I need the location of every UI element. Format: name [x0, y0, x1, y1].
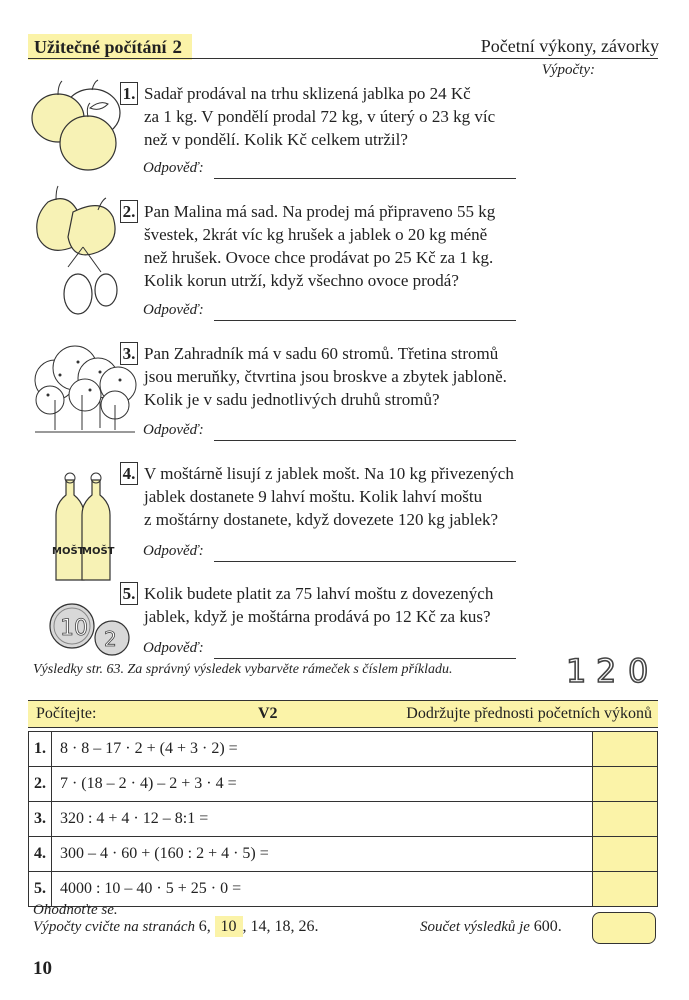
problem-line: za 1 kg. V pondělí prodal 72 kg, v úterý o 23 kg víc: [144, 107, 496, 126]
answer-label: Odpověď:: [143, 422, 204, 438]
row-expression: 300 – 4 · 60 + (160 : 2 + 4 · 5) =: [51, 837, 592, 872]
exercise-header-right: Dodržujte přednosti početních výkonů: [406, 705, 652, 722]
problem-text: [144, 200, 564, 292]
row-expression: 8 · 8 – 17 · 2 + (4 + 3 · 2) =: [51, 732, 592, 767]
problem-line: V moštárně lisují z jablek mošt. Na 10 kg přivezených: [144, 464, 514, 483]
results-note: Výsledky str. 63. Za správný výsledek vybarvěte rámeček s číslem příkladu.: [33, 662, 453, 677]
answer-line[interactable]: [214, 320, 516, 321]
row-number: 1.: [29, 732, 52, 767]
answer-line[interactable]: [214, 440, 516, 441]
section-title: [28, 34, 192, 60]
problem-2: [120, 200, 496, 290]
score-digit-3[interactable]: 0: [628, 652, 651, 690]
table-row: [29, 767, 658, 802]
calculations-label: Výpočty:: [541, 62, 595, 78]
cider-bottles-illustration: [48, 470, 118, 590]
score-digit-1[interactable]: 1: [566, 652, 589, 690]
table-row: [29, 802, 658, 837]
problem-line: Kolik korun utrží, když všechno ovoce prodá?: [144, 271, 459, 290]
table-row: [29, 837, 658, 872]
section-title-text: Užitečné počítání: [34, 37, 167, 57]
coins-illustration: [48, 598, 133, 658]
result-box[interactable]: [593, 872, 658, 907]
problem-number: 3.: [120, 342, 138, 365]
problem-line: jablek dostanete 9 lahví moštu. Kolik lahví moštu: [144, 487, 483, 506]
result-box[interactable]: [593, 837, 658, 872]
problem-4: [120, 462, 514, 529]
evaluate-note: Ohodnoťte se.: [33, 902, 118, 918]
row-number: 2.: [29, 767, 52, 802]
row-number: 4.: [29, 837, 52, 872]
problem-text: [144, 342, 574, 411]
section-subtitle: Početní výkony, závorky: [480, 36, 659, 56]
coin-10-label: 10: [60, 616, 88, 641]
row-number: 3.: [29, 802, 52, 837]
problem-line: z moštárny dostanete, když dovezete 120 kg jablek?: [144, 510, 499, 529]
problem-line: Pan Zahradník má v sadu 60 stromů. Třetina stromů: [144, 344, 499, 363]
problem-line: Pan Malina má sad. Na prodej má připraveno 55 kg: [144, 202, 496, 221]
answer-line[interactable]: [214, 658, 516, 659]
score-digit-2[interactable]: 2: [596, 652, 619, 690]
problem-text: [144, 462, 574, 531]
sum-value: 600.: [533, 918, 562, 935]
header-divider: [28, 58, 658, 59]
row-expression: 4000 : 10 – 40 · 5 + 25 · 0 =: [51, 872, 592, 907]
practice-page-highlight: 10: [215, 916, 243, 937]
answer-line[interactable]: [214, 561, 516, 562]
pears-plums-illustration: [28, 182, 123, 322]
problem-1: [120, 82, 496, 149]
problem-text: [144, 582, 574, 628]
problem-line: Kolik je v sadu jednotlivých druhů stromů?: [144, 390, 440, 409]
exercise-header-left: Počítejte:: [36, 705, 97, 722]
row-number: 5.: [29, 872, 52, 907]
exercise-header-variant: V2: [258, 705, 278, 722]
problem-line: jsou meruňky, čtvrtina jsou broskve a zbytek jabloně.: [144, 367, 507, 386]
practice-pages-before: 6,: [198, 918, 211, 935]
problem-text: [144, 82, 564, 151]
problem-line: jablek, když je moštárna prodává po 12 Kč za kus?: [144, 607, 491, 626]
table-row: [29, 872, 658, 907]
answer-label: Odpověď:: [143, 160, 204, 176]
practice-note: [33, 918, 319, 936]
problem-number: 2.: [120, 200, 138, 223]
problem-line: Kolik budete platit za 75 lahví moštu z dovezených: [144, 584, 494, 603]
apples-illustration: [30, 78, 125, 178]
table-row: [29, 732, 658, 767]
answer-label: Odpověď:: [143, 302, 204, 318]
problem-line: než hrušek. Ovoce chce prodávat po 25 Kč za 1 kg.: [144, 248, 494, 267]
bottle-label-2: MOŠT: [82, 546, 115, 557]
sum-label: Součet výsledků je: [420, 919, 530, 935]
problem-number: 5.: [120, 582, 138, 605]
result-box[interactable]: [593, 802, 658, 837]
problem-line: švestek, 2krát víc kg hrušek a jablek o 20 kg méně: [144, 225, 488, 244]
row-expression: 320 : 4 + 4 · 12 – 8:1 =: [51, 802, 592, 837]
problem-number: 1.: [120, 82, 138, 105]
problem-line: než v pondělí. Kolik Kč celkem utržil?: [144, 130, 408, 149]
result-box[interactable]: [593, 767, 658, 802]
answer-label: Odpověď:: [143, 640, 204, 656]
problem-number: 4.: [120, 462, 138, 485]
row-expression: 7 · (18 – 2 · 4) – 2 + 3 · 4 =: [51, 767, 592, 802]
answer-line[interactable]: [214, 178, 516, 179]
sum-result-box[interactable]: [592, 912, 656, 944]
result-box[interactable]: [593, 732, 658, 767]
exercise-header: [28, 700, 658, 728]
practice-label: Výpočty cvičte na stranách: [33, 919, 196, 935]
exercise-table: [28, 731, 658, 907]
problem-3: [120, 342, 507, 409]
problem-5: [120, 582, 494, 626]
sum-note: [420, 918, 562, 936]
bottle-label-1: MOŠT: [52, 546, 85, 557]
coin-2-label: 2: [104, 627, 117, 651]
practice-pages-after: , 14, 18, 26.: [242, 918, 319, 935]
section-title-number: 2: [172, 37, 182, 58]
problem-line: Sadař prodával na trhu sklizená jablka po 24 Kč: [144, 84, 471, 103]
page-number: 10: [33, 958, 52, 979]
answer-label: Odpověď:: [143, 543, 204, 559]
